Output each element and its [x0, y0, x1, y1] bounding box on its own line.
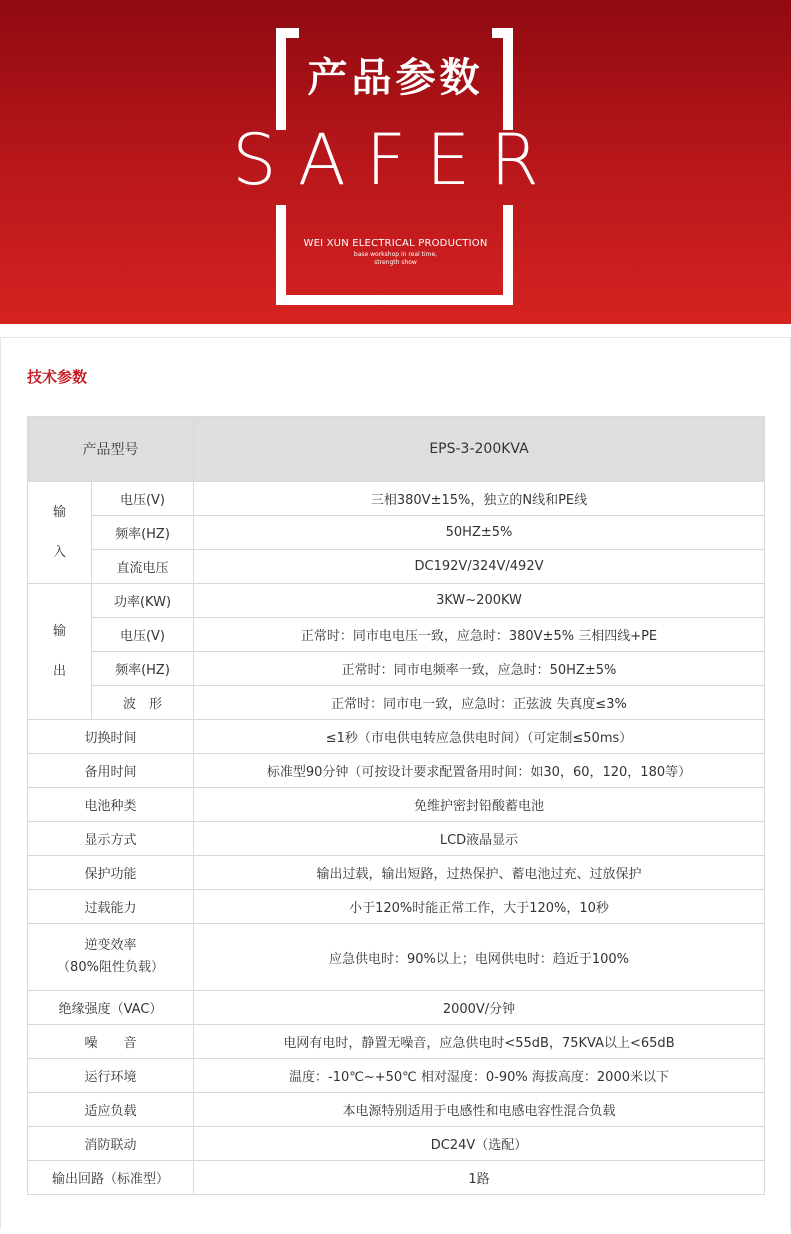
row-value: 三相380V±15%，独立的N线和PE线: [194, 482, 765, 516]
table-row: [28, 788, 765, 822]
row-label: 运行环境: [28, 1059, 194, 1093]
row-value: 免维护密封铅酸蓄电池: [194, 788, 765, 822]
table-row: [28, 1059, 765, 1093]
table-row: [28, 482, 765, 516]
row-label: 绝缘强度（VAC）: [28, 991, 194, 1025]
table-row: [28, 890, 765, 924]
row-value: 正常时：同市电一致，应急时：正弦波 失真度≤3%: [194, 686, 765, 720]
company-name: WEI XUN ELECTRICAL PRODUCTION: [303, 238, 488, 249]
header-label: 产品型号: [28, 417, 194, 482]
table-row: [28, 991, 765, 1025]
frame-edge: [276, 295, 513, 305]
row-label: 保护功能: [28, 856, 194, 890]
row-label: 频率(HZ): [92, 516, 194, 550]
row-value: 3KW~200KW: [194, 584, 765, 618]
table-row: [28, 686, 765, 720]
group-label-output: 输 出: [28, 584, 92, 720]
banner: [0, 0, 791, 324]
row-label: 电池种类: [28, 788, 194, 822]
table-row: [28, 1127, 765, 1161]
row-value: 电网有电时，静置无噪音，应急供电时<55dB，75KVA以上<65dB: [194, 1025, 765, 1059]
table-row: [28, 1161, 765, 1195]
spec-table: [27, 416, 765, 1195]
table-header-row: [28, 417, 765, 482]
row-label: 直流电压: [92, 550, 194, 584]
row-label: 显示方式: [28, 822, 194, 856]
group-label-input: 输 入: [28, 482, 92, 584]
row-value: 50HZ±5%: [194, 516, 765, 550]
row-label: 频率(HZ): [92, 652, 194, 686]
table-row: [28, 1025, 765, 1059]
banner-tagline: base workshop in real time,: [353, 251, 438, 258]
table-row: [28, 584, 765, 618]
row-label: 输出回路（标准型）: [28, 1161, 194, 1195]
row-value: 本电源特别适用于电感性和电感电容性混合负载: [194, 1093, 765, 1127]
row-label: 逆变效率 （80%阻性负载）: [28, 924, 194, 991]
table-row: [28, 822, 765, 856]
table-row: [28, 720, 765, 754]
table-row: [28, 856, 765, 890]
row-label: 适应负载: [28, 1093, 194, 1127]
row-label: 过载能力: [28, 890, 194, 924]
row-label: 备用时间: [28, 754, 194, 788]
row-label: 电压(V): [92, 482, 194, 516]
row-value: LCD液晶显示: [194, 822, 765, 856]
table-row: [28, 652, 765, 686]
row-label: 电压(V): [92, 618, 194, 652]
row-label: 功率(KW): [92, 584, 194, 618]
row-value: 正常时：同市电频率一致，应急时：50HZ±5%: [194, 652, 765, 686]
table-row: [28, 754, 765, 788]
table-row: [28, 1093, 765, 1127]
row-label: 切换时间: [28, 720, 194, 754]
row-value: 2000V/分钟: [194, 991, 765, 1025]
row-value: DC192V/324V/492V: [194, 550, 765, 584]
row-label: 消防联动: [28, 1127, 194, 1161]
brand-wordmark: SAFER: [232, 119, 559, 201]
row-value: 标准型90分钟（可按设计要求配置备用时间：如30，60，120，180等）: [194, 754, 765, 788]
row-value: 小于120%时能正常工作，大于120%，10秒: [194, 890, 765, 924]
section-title: 技术参数: [27, 368, 88, 386]
row-value: ≤1秒（市电供电转应急供电时间）（可定制≤50ms）: [194, 720, 765, 754]
row-value: 正常时：同市电电压一致，应急时：380V±5% 三相四线+PE: [194, 618, 765, 652]
row-value: 输出过载，输出短路，过热保护、蓄电池过充、过放保护: [194, 856, 765, 890]
row-value: DC24V（选配）: [194, 1127, 765, 1161]
table-row: [28, 618, 765, 652]
table-row: [28, 550, 765, 584]
header-value: EPS-3-200KVA: [194, 417, 765, 482]
row-label: 波 形: [92, 686, 194, 720]
row-value: 1路: [194, 1161, 765, 1195]
banner-title: 产品参数: [307, 55, 484, 101]
row-value: 温度：-10℃~+50℃ 相对湿度：0-90% 海拔高度：2000米以下: [194, 1059, 765, 1093]
table-row: [28, 924, 765, 991]
row-label: 噪 音: [28, 1025, 194, 1059]
table-row: [28, 516, 765, 550]
row-value: 应急供电时：90%以上；电网供电时：趋近于100%: [194, 924, 765, 991]
banner-tagline: strength show: [374, 259, 417, 266]
